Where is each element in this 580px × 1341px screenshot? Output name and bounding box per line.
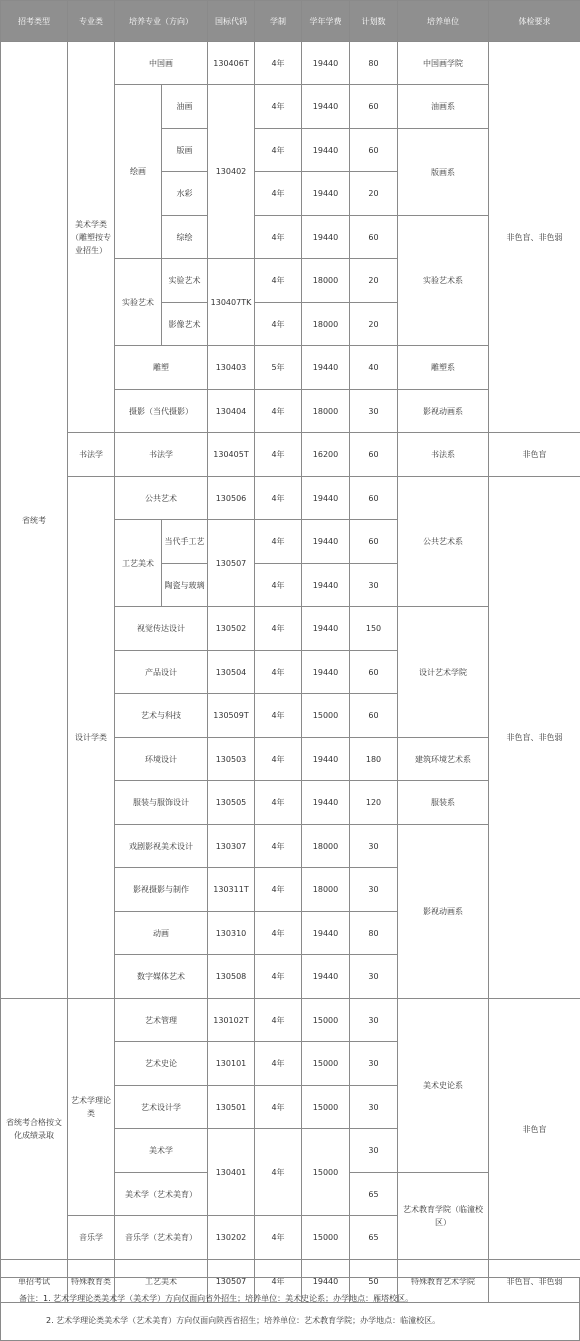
unit-cell: 设计艺术学院 xyxy=(398,607,489,738)
years-cell: 4年 xyxy=(255,1042,302,1086)
unit-cell: 建筑环境艺术系 xyxy=(398,738,489,781)
years-cell: 4年 xyxy=(255,694,302,738)
header-cell: 培养专业（方向） xyxy=(115,1,208,42)
plan-cell: 20 xyxy=(350,303,398,346)
code-cell: 130402 xyxy=(208,85,255,259)
code-cell: 130504 xyxy=(208,651,255,694)
plan-cell: 60 xyxy=(350,651,398,694)
fee-cell: 18000 xyxy=(302,303,350,346)
plan-cell: 180 xyxy=(350,738,398,781)
years-cell: 4年 xyxy=(255,912,302,955)
plan-cell: 30 xyxy=(350,955,398,999)
code-cell: 130404 xyxy=(208,390,255,433)
major-cell: 综绘 xyxy=(162,216,208,259)
years-cell: 4年 xyxy=(255,390,302,433)
fee-cell: 19440 xyxy=(302,85,350,129)
code-cell: 130507 xyxy=(208,520,255,607)
category-cell: 美术学类（雕塑按专业招生） xyxy=(68,42,115,433)
remark-line: 2. 艺术学理论类美术学（艺术美育）方向仅面向陕西省招生；培养单位：艺术教育学院；办学地点：临潼校区。 xyxy=(46,1316,441,1325)
header-cell: 学年学费 xyxy=(302,1,350,42)
header-cell: 专业类 xyxy=(68,1,115,42)
fee-cell: 15000 xyxy=(302,1216,350,1260)
exam-type-cell: 省统考合格按文化成绩录取 xyxy=(1,999,68,1260)
major-cell: 影视摄影与制作 xyxy=(115,868,208,912)
code-cell: 130407TK xyxy=(208,259,255,346)
header-cell: 学制 xyxy=(255,1,302,42)
plan-cell: 60 xyxy=(350,694,398,738)
years-cell: 4年 xyxy=(255,651,302,694)
code-cell: 130502 xyxy=(208,607,255,651)
code-cell: 130310 xyxy=(208,912,255,955)
code-cell: 130202 xyxy=(208,1216,255,1260)
plan-cell: 30 xyxy=(350,390,398,433)
major-cell: 版画 xyxy=(162,129,208,172)
plan-cell: 30 xyxy=(350,1042,398,1086)
group-cell: 绘画 xyxy=(115,85,162,259)
major-cell: 数字媒体艺术 xyxy=(115,955,208,999)
fee-cell: 19440 xyxy=(302,607,350,651)
unit-cell: 公共艺术系 xyxy=(398,477,489,607)
fee-cell: 15000 xyxy=(302,1042,350,1086)
plan-cell: 20 xyxy=(350,172,398,216)
fee-cell: 19440 xyxy=(302,129,350,172)
unit-cell: 版画系 xyxy=(398,129,489,216)
fee-cell: 19440 xyxy=(302,955,350,999)
years-cell: 4年 xyxy=(255,564,302,607)
years-cell: 4年 xyxy=(255,259,302,303)
category-cell: 音乐学 xyxy=(68,1216,115,1260)
major-cell: 动画 xyxy=(115,912,208,955)
years-cell: 4年 xyxy=(255,825,302,868)
major-cell: 实验艺术 xyxy=(162,259,208,303)
years-cell: 4年 xyxy=(255,1216,302,1260)
exam-type-cell: 省统考 xyxy=(1,42,68,999)
code-cell: 130508 xyxy=(208,955,255,999)
major-cell: 雕塑 xyxy=(115,346,208,390)
remark-line: 备注：1. 艺术学理论类美术学（美术学）方向仅面向省外招生；培养单位：美术史论系；办学地点：雁塔校区。 xyxy=(19,1294,414,1303)
major-cell: 视觉传达设计 xyxy=(115,607,208,651)
plan-cell: 30 xyxy=(350,999,398,1042)
code-cell: 130403 xyxy=(208,346,255,390)
years-cell: 4年 xyxy=(255,477,302,520)
years-cell: 4年 xyxy=(255,738,302,781)
plan-cell: 65 xyxy=(350,1216,398,1260)
code-cell: 130506 xyxy=(208,477,255,520)
years-cell: 4年 xyxy=(255,520,302,564)
fee-cell: 16200 xyxy=(302,433,350,477)
unit-cell: 美术史论系 xyxy=(398,999,489,1173)
major-cell: 艺术设计学 xyxy=(115,1086,208,1129)
years-cell: 4年 xyxy=(255,1086,302,1129)
code-cell: 130507 xyxy=(208,1260,255,1303)
health-cell: 非色盲 xyxy=(489,433,580,477)
plan-cell: 120 xyxy=(350,781,398,825)
header-row xyxy=(1,1,580,42)
header-cell: 计划数 xyxy=(350,1,398,42)
years-cell: 4年 xyxy=(255,303,302,346)
unit-cell: 书法系 xyxy=(398,433,489,477)
major-cell: 艺术与科技 xyxy=(115,694,208,738)
unit-cell: 艺术教育学院（临潼校区） xyxy=(398,1173,489,1260)
unit-cell: 雕塑系 xyxy=(398,346,489,390)
plan-cell: 65 xyxy=(350,1173,398,1216)
major-cell: 摄影（当代摄影） xyxy=(115,390,208,433)
major-cell: 环境设计 xyxy=(115,738,208,781)
years-cell: 4年 xyxy=(255,607,302,651)
major-cell: 服装与服饰设计 xyxy=(115,781,208,825)
major-cell: 艺术史论 xyxy=(115,1042,208,1086)
fee-cell: 15000 xyxy=(302,1086,350,1129)
years-cell: 4年 xyxy=(255,129,302,172)
fee-cell: 19440 xyxy=(302,651,350,694)
code-cell: 130505 xyxy=(208,781,255,825)
unit-cell: 服装系 xyxy=(398,781,489,825)
unit-cell: 中国画学院 xyxy=(398,42,489,85)
category-cell: 设计学类 xyxy=(68,477,115,999)
header-cell: 体检要求 xyxy=(489,1,580,42)
major-cell: 音乐学（艺术美育） xyxy=(115,1216,208,1260)
exam-type-cell: 单招考试 xyxy=(1,1260,68,1303)
table-row xyxy=(1,477,580,520)
major-cell: 艺术管理 xyxy=(115,999,208,1042)
health-cell: 非色盲 xyxy=(489,999,580,1260)
header-cell: 培养单位 xyxy=(398,1,489,42)
fee-cell: 15000 xyxy=(302,999,350,1042)
major-cell: 中国画 xyxy=(115,42,208,85)
health-cell: 非色盲、非色弱 xyxy=(489,42,580,433)
table-row xyxy=(1,433,580,477)
table-row xyxy=(1,999,580,1042)
plan-cell: 20 xyxy=(350,259,398,303)
major-cell: 书法学 xyxy=(115,433,208,477)
code-cell: 130503 xyxy=(208,738,255,781)
plan-cell: 30 xyxy=(350,825,398,868)
health-cell: 非色盲、非色弱 xyxy=(489,477,580,999)
years-cell: 4年 xyxy=(255,172,302,216)
category-cell: 特殊教育类 xyxy=(68,1260,115,1303)
fee-cell: 18000 xyxy=(302,390,350,433)
fee-cell: 19440 xyxy=(302,912,350,955)
code-cell: 130101 xyxy=(208,1042,255,1086)
years-cell: 4年 xyxy=(255,433,302,477)
fee-cell: 19440 xyxy=(302,738,350,781)
years-cell: 4年 xyxy=(255,1129,302,1216)
years-cell: 4年 xyxy=(255,42,302,85)
code-cell: 130401 xyxy=(208,1129,255,1216)
code-cell: 130307 xyxy=(208,825,255,868)
plan-cell: 60 xyxy=(350,520,398,564)
major-cell: 油画 xyxy=(162,85,208,129)
major-cell: 工艺美术 xyxy=(115,1260,208,1303)
remarks-box xyxy=(0,1277,580,1341)
group-cell: 实验艺术 xyxy=(115,259,162,346)
code-cell: 130501 xyxy=(208,1086,255,1129)
fee-cell: 19440 xyxy=(302,564,350,607)
plan-cell: 60 xyxy=(350,85,398,129)
header-cell: 招考类型 xyxy=(1,1,68,42)
plan-cell: 80 xyxy=(350,912,398,955)
fee-cell: 19440 xyxy=(302,172,350,216)
fee-cell: 18000 xyxy=(302,868,350,912)
fee-cell: 15000 xyxy=(302,1129,350,1216)
years-cell: 4年 xyxy=(255,1260,302,1303)
code-cell: 130509T xyxy=(208,694,255,738)
unit-cell: 特殊教育艺术学院 xyxy=(398,1260,489,1303)
plan-cell: 30 xyxy=(350,1129,398,1173)
major-cell: 美术学 xyxy=(115,1129,208,1173)
plan-cell: 80 xyxy=(350,42,398,85)
major-cell: 美术学（艺术美育） xyxy=(115,1173,208,1216)
category-cell: 书法学 xyxy=(68,433,115,477)
fee-cell: 19440 xyxy=(302,781,350,825)
plan-cell: 30 xyxy=(350,1086,398,1129)
code-cell: 130406T xyxy=(208,42,255,85)
years-cell: 5年 xyxy=(255,346,302,390)
table-row xyxy=(1,42,580,85)
unit-cell: 影视动画系 xyxy=(398,825,489,999)
fee-cell: 19440 xyxy=(302,477,350,520)
fee-cell: 19440 xyxy=(302,1260,350,1303)
major-cell: 产品设计 xyxy=(115,651,208,694)
plan-cell: 30 xyxy=(350,868,398,912)
fee-cell: 19440 xyxy=(302,42,350,85)
plan-cell: 60 xyxy=(350,129,398,172)
fee-cell: 19440 xyxy=(302,216,350,259)
major-cell: 戏剧影视美术设计 xyxy=(115,825,208,868)
plan-cell: 150 xyxy=(350,607,398,651)
fee-cell: 19440 xyxy=(302,346,350,390)
major-cell: 陶瓷与玻璃 xyxy=(162,564,208,607)
major-cell: 影像艺术 xyxy=(162,303,208,346)
fee-cell: 18000 xyxy=(302,825,350,868)
health-cell: 非色盲、非色弱 xyxy=(489,1260,580,1303)
years-cell: 4年 xyxy=(255,85,302,129)
plan-cell: 40 xyxy=(350,346,398,390)
header-cell: 国标代码 xyxy=(208,1,255,42)
group-cell: 工艺美术 xyxy=(115,520,162,607)
fee-cell: 15000 xyxy=(302,694,350,738)
plan-cell: 60 xyxy=(350,433,398,477)
years-cell: 4年 xyxy=(255,868,302,912)
years-cell: 4年 xyxy=(255,999,302,1042)
plan-cell: 60 xyxy=(350,216,398,259)
years-cell: 4年 xyxy=(255,781,302,825)
major-cell: 水彩 xyxy=(162,172,208,216)
code-cell: 130405T xyxy=(208,433,255,477)
fee-cell: 19440 xyxy=(302,520,350,564)
unit-cell: 实验艺术系 xyxy=(398,216,489,346)
fee-cell: 18000 xyxy=(302,259,350,303)
unit-cell: 影视动画系 xyxy=(398,390,489,433)
plan-cell: 30 xyxy=(350,564,398,607)
unit-cell: 油画系 xyxy=(398,85,489,129)
code-cell: 130311T xyxy=(208,868,255,912)
plan-cell: 50 xyxy=(350,1260,398,1303)
years-cell: 4年 xyxy=(255,216,302,259)
plan-cell: 60 xyxy=(350,477,398,520)
major-cell: 公共艺术 xyxy=(115,477,208,520)
major-cell: 当代手工艺 xyxy=(162,520,208,564)
category-cell: 艺术学理论类 xyxy=(68,999,115,1216)
years-cell: 4年 xyxy=(255,955,302,999)
code-cell: 130102T xyxy=(208,999,255,1042)
